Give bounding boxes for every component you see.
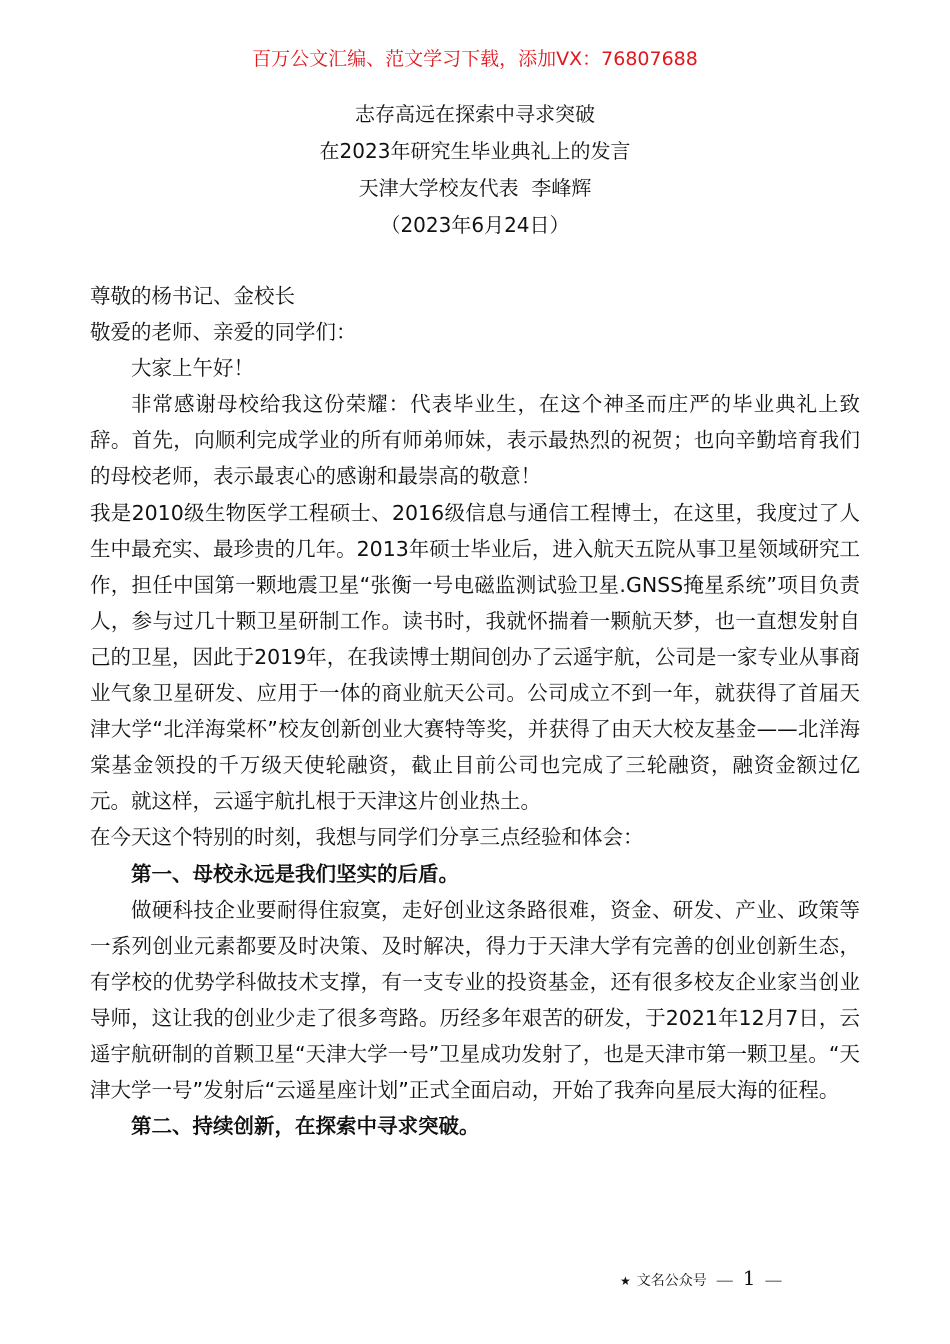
footer-label: 文名公众号 [636, 1273, 707, 1289]
dash-right: — [765, 1272, 782, 1289]
speech-date: （2023年6月24日） [380, 213, 570, 237]
page-number: 1 [742, 1266, 756, 1290]
greeting: 大家上午好！ [131, 356, 254, 381]
page-footer [620, 1266, 782, 1293]
heading-point-2: 第二、持续创新，在探索中寻求突破。 [131, 1114, 480, 1139]
paragraph-thanks: 非常感谢母校给我这份荣耀：代表毕业生，在这个神圣而庄严的毕业典礼上致辞。首先，向顺利完成学业的所有师弟师妹，表示最热烈的祝贺；也向辛勤培育我们的母校老师，表示最衷心的感谢和最崇高的敬意！ [90, 392, 860, 489]
dash-left: — [716, 1272, 733, 1289]
speech-subtitle: 在2023年研究生毕业典礼上的发言 [319, 139, 631, 163]
heading-point-1: 第一、母校永远是我们坚实的后盾。 [131, 861, 459, 886]
title-block [0, 96, 950, 244]
paragraph-point-1: 做硬科技企业要耐得住寂寞，走好创业这条路很难，资金、研发、产业、政策等一系列创业元素都要及时决策、及时解决，得力于天津大学有完善的创业创新生态，有学校的优势学科做技术支撑，有一支专业的投资基金，还有很多校友企业家当创业导师，这让我的创业少走了很多弯路。历经多年艰苦的研发，于2021年12月7日，云遥宇航研制的首颗卫星“天津大学一号”卫星成功发射了，也是天津市第一颗卫星。“天津大学一号”发射后“云遥星座计划”正式全面启动，开始了我奔向星辰大海的征程。 [90, 897, 860, 1103]
salutation-1: 尊敬的杨书记、金校长 [90, 284, 295, 308]
paragraph-background: 我是2010级生物医学工程硕士、2016级信息与通信工程博士，在这里，我度过了人生中最充实、最珍贵的几年。2013年硕士毕业后，进入航天五院从事卫星领域研究工作，担任中国第一颗地震卫星“张衡一号电磁监测试验卫星.GNSS掩星系统”项目负责人，参与过几十颗卫星研制工作。读书时，我就怀揣着一颗航天梦，也一直想发射自己的卫星，因此于2019年，在我读博士期间创办了云遥宇航，公司是一家专业从事商业气象卫星研发、应用于一体的商业航天公司。公司成立不到一年，就获得了首届天津大学“北洋海棠杯”校友创新创业大赛特等奖，并获得了由天大校友基金——北洋海棠基金领投的千万级天使轮融资，截止目前公司也完成了三轮融资，融资金额过亿元。就这样，云遥宇航扎根于天津这片创业热土。 [90, 500, 860, 814]
speech-title: 志存高远在探索中寻求突破 [355, 102, 595, 126]
document-body [90, 278, 860, 1144]
speaker-line: 天津大学校友代表 李峰辉 [358, 176, 592, 200]
paragraph-intro-points: 在今天这个特别的时刻，我想与同学们分享三点经验和体会： [90, 825, 644, 850]
salutation-2: 敬爱的老师、亲爱的同学们： [90, 320, 357, 345]
watermark-banner: 百万公文汇编、范文学习下载，添加VX：76807688 [252, 48, 698, 70]
star-icon: ★ [620, 1274, 631, 1288]
